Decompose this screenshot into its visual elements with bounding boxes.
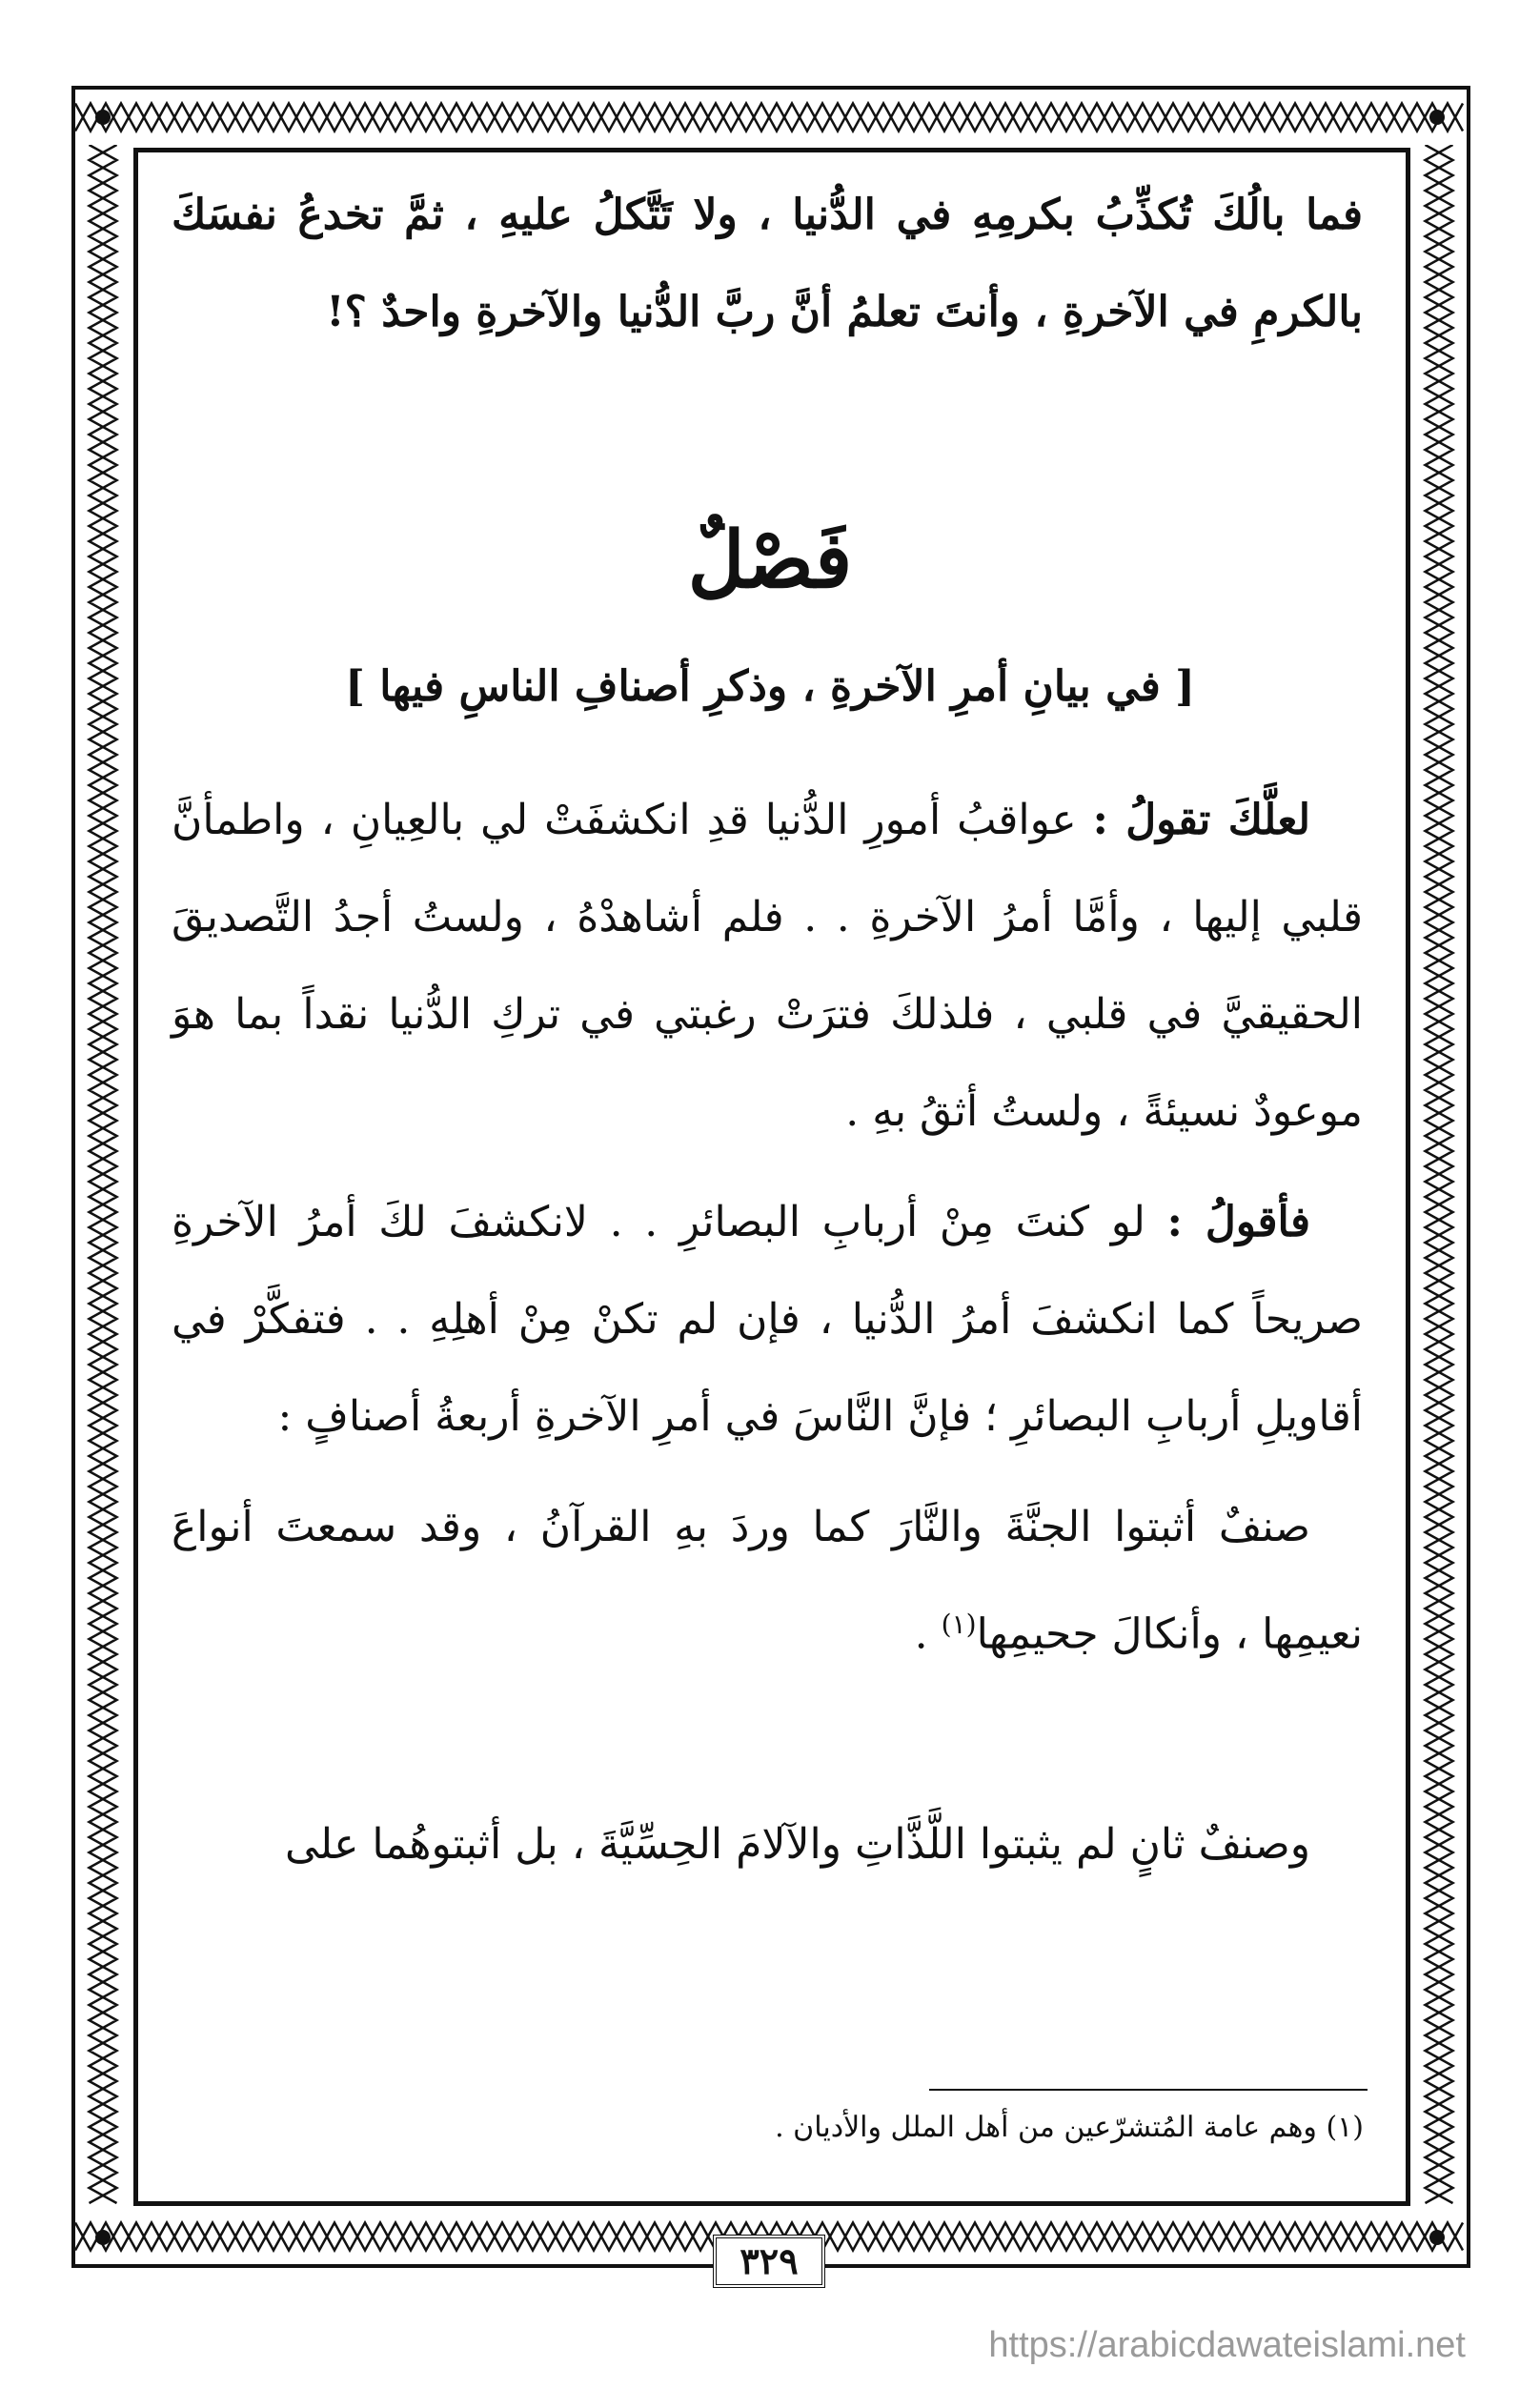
paragraph-2 <box>172 1174 1363 1466</box>
watermark-url: https://arabicdawateislami.net <box>988 2325 1466 2365</box>
footnote-marker: (١) <box>941 1609 977 1640</box>
corner-ornament-dot <box>1429 2230 1445 2245</box>
paragraph-3-text: صنفٌ أثبتوا الجنَّةَ والنَّارَ كما وردَ بهِ القرآنُ ، وقد سمعتَ أنواعَ نعيمِها ، وأنكالَ جحيمِها <box>172 1503 1363 1659</box>
opening-paragraph-block <box>172 167 1363 361</box>
corner-ornament-dot <box>95 110 111 125</box>
opening-paragraph: فما بالُكَ تُكذِّبُ بكرمِهِ في الدُّنيا ، ولا تَتَّكلُ عليهِ ، ثمَّ تخدعُ نفسَكَ بالكرمِ في الآخرةِ ، وأنتَ تعلمُ أنَّ ربَّ الدُّنيا والآخرةِ واحدٌ ؟! <box>172 191 1363 336</box>
footnote: (١) وهم عامة المُتشرّعين من أهل الملل والأديان . <box>775 2111 1364 2144</box>
paragraph-3-end: . <box>914 1609 942 1659</box>
ornament-zigzag <box>90 145 117 2203</box>
left-ornament-band <box>75 145 131 2209</box>
footnote-separator <box>929 2089 1368 2091</box>
paragraph-3 <box>172 1479 1363 1684</box>
paragraph-1-text: عواقبُ أمورِ الدُّنيا قدِ انكشفَتْ لي بالعِيانِ ، واطمأنَّ قلبي إليها ، وأمَّا أمرُ الآخرةِ . . فلم أشاهدْهُ ، ولستُ أجدُ التَّصديقَ الحقيقيَّ في قلبي ، فلذلكَ فترَتْ رغبتي في تركِ الدُّنيا نقداً بما هوَ موعودٌ نسيئةً ، ولستُ أثقُ بهِ . <box>172 796 1363 1136</box>
paragraph-1-lead: لعلَّكَ تقولُ : <box>1092 796 1310 844</box>
body-text <box>172 772 1363 1893</box>
paragraph-4-text: وصنفٌ ثانٍ لم يثبتوا اللَّذَّاتِ والآلامَ الحِسِّيَّةَ ، بل أثبتوهُما على <box>284 1819 1310 1869</box>
top-ornament-band <box>75 90 1467 145</box>
page-number: ٣٢٩ <box>713 2235 825 2288</box>
right-ornament-band <box>1411 145 1467 2209</box>
ornament-zigzag <box>1426 145 1453 2203</box>
paragraph-1 <box>172 772 1363 1161</box>
ornament-zigzag <box>75 104 1463 132</box>
corner-ornament-dot <box>1429 110 1445 125</box>
section-title-calligraphy: فَصْلٌ <box>687 515 853 606</box>
section-subtitle: [ في بيانِ أمرِ الآخرةِ ، وذكرِ أصنافِ الناسِ فيها ] <box>345 662 1195 711</box>
paragraph-4 <box>172 1796 1363 1893</box>
paragraph-2-lead: فأقولُ : <box>1166 1198 1310 1246</box>
corner-ornament-dot <box>95 2230 111 2245</box>
paragraph-2-text: لو كنتَ مِنْ أربابِ البصائرِ . . لانكشفَ لكَ أمرُ الآخرةِ صريحاً كما انكشفَ أمرُ الدُّنيا ، فإن لم تكنْ مِنْ أهلِهِ . . فتفكَّرْ في أقاويلِ أربابِ البصائرِ ؛ فإنَّ النَّاسَ في أمرِ الآخرةِ أربعةُ أصنافٍ : <box>172 1198 1363 1441</box>
